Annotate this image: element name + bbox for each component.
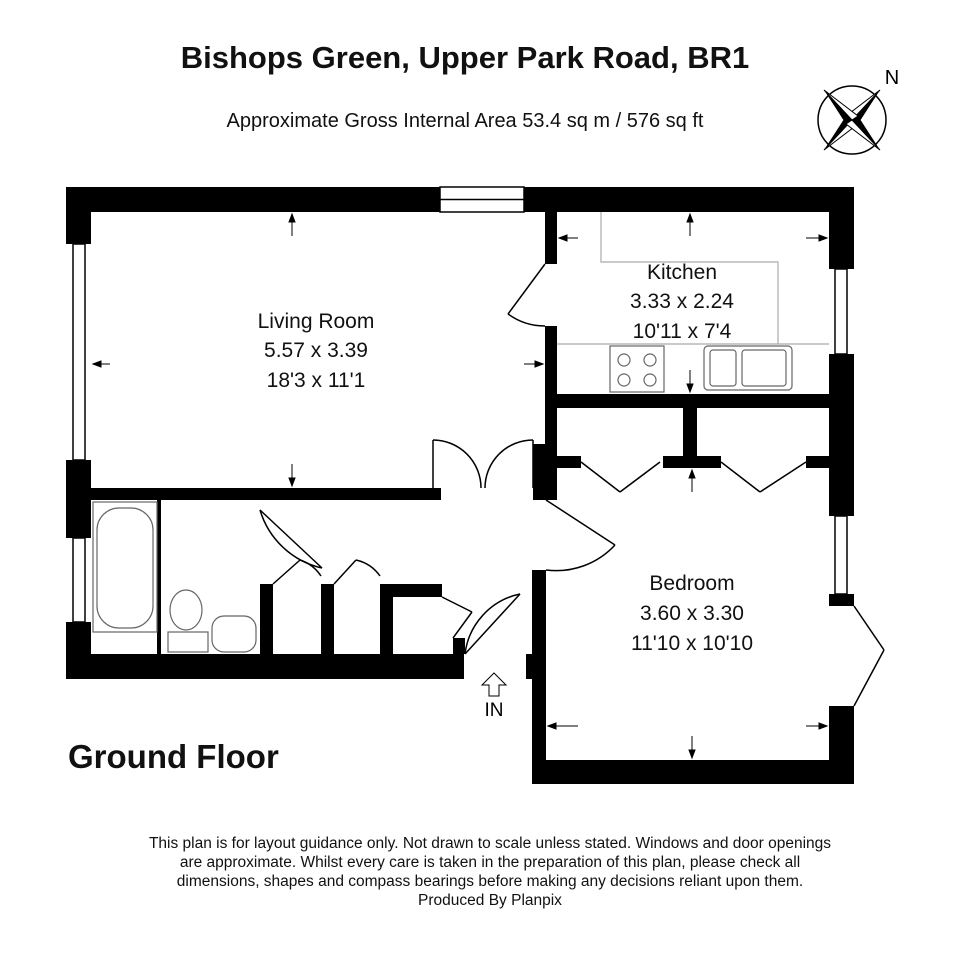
bedroom-imperial: 11'10 x 10'10 [630,632,754,655]
disclaimer-line: are approximate. Whilst every care is taken in the preparation of this plan, please check all [179,854,801,871]
compass-north-label: N [884,67,900,89]
kitchen-name: Kitchen [646,261,718,284]
entrance-arrow-icon [482,673,506,696]
plan-title: Bishops Green, Upper Park Road, BR1 [180,40,750,75]
room-living-room [258,310,375,392]
living-room-imperial: 18'3 x 11'1 [266,369,366,392]
compass-rose-icon [818,67,899,154]
room-bedroom [631,572,753,655]
kitchen-metric: 3.33 x 2.24 [630,290,734,313]
area-subtitle: Approximate Gross Internal Area 53.4 sq m / 576 sq ft [226,110,704,132]
room-kitchen [630,261,734,343]
hob-icon [610,346,664,392]
disclaimer-line: dimensions, shapes and compass bearings before making any decisions reliant upon them. [176,873,804,890]
kitchen-imperial: 10'11 x 7'4 [632,320,732,343]
living-room-metric: 5.57 x 3.39 [264,339,368,362]
bedroom-name: Bedroom [649,572,735,595]
sink-icon [704,346,792,390]
living-room-name: Living Room [257,310,375,333]
disclaimer-line: Produced By Planpix [418,892,562,909]
entrance-label: IN [484,700,504,721]
walls [66,187,854,784]
basin-icon [212,616,256,652]
disclaimer-line: This plan is for layout guidance only. Not drawn to scale unless stated. Windows and door openings [148,835,832,852]
bedroom-metric: 3.60 x 3.30 [640,602,744,625]
floor-label: Ground Floor [68,738,279,775]
bath-icon [93,502,157,632]
disclaimer [40,834,940,910]
toilet-icon [168,590,208,652]
